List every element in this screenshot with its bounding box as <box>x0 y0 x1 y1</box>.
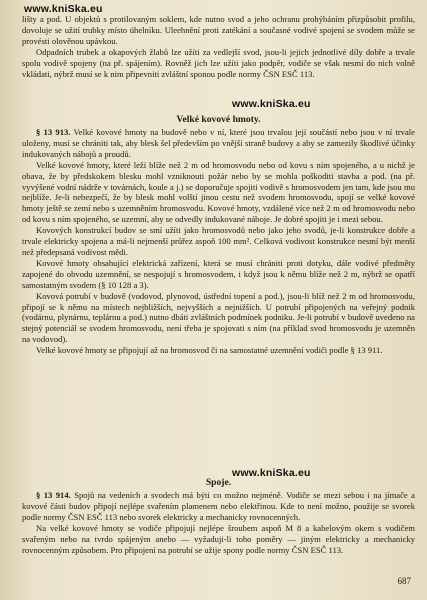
paragraph-text-block: Na velké kovové hmoty se vodiče připojují nejlépe šroubem aspoň M 8 a kabelovým okem s vodičem svařeným nebo na tvrdo spájeným anebo — vyžaduji-li toho poměry — jiným elektricky a mechanicky rovnocenným způsobem. Pro připojení na potrubí se užije spony podle normy ČSN ESČ 113. <box>22 522 415 555</box>
section-large-metal-masses <box>22 111 415 356</box>
paragraph-text-block: Kovových konstrukcí budov se smí užíti jako hromosvodů nebo jako jeho svodů, je-li konstrukce dobře a trvale elektricky spojena a má-li nejmenší průřez aspoň 100 mm². Celková vodivost konstrukce nesmí být menší než předepsaná vodivost mědi. <box>22 225 415 257</box>
intro-block <box>22 14 415 79</box>
paragraph-text: Spojů na vedeních a svodech má býti co možno nejméně. Vodiče se mezi sebou i na jímače a kovové části budov připojí nejlépe svařením plamenem nebo elektřinou. Kde to není možno, použije se svorek podle normy ČSN ESČ 113 nebo svorek elektricky a mechanicky rovnocenných. <box>22 490 415 522</box>
intro-paragraph-1: lišty a pod. U objektů s protilovaným soklem, kde nutno svod a jeho ochranu prohýbáním přizpůsobit profilu, dovoluje se užití trubky místo úhelníku. Uleehnění proti zatékání a současné vodivé spojení se svodem může se provésti olověnou upávkou. <box>22 14 415 46</box>
watermark-top: www.kniSka.eu <box>24 3 103 15</box>
section-joints <box>22 474 415 555</box>
watermark-middle-1: www.kniSka.eu <box>232 98 311 110</box>
section-heading-joints: Spoje. <box>205 477 232 488</box>
paragraph-text-block: Velké kovové hmoty se připojují až na hromosvod či na samostatné uzemnění vodiči podle § 13 911. <box>36 345 383 356</box>
paragraph-number: § 13 913. <box>36 127 71 137</box>
paragraph-13914 <box>22 490 415 523</box>
paragraph-text-block: Kovová potrubí v budově (vodovod, plynovod, ústřední topení a pod.), jsou-li blíž než 2 m od hromosvodu, připojí se k němu na místech nejbližších, nejvyšších a nejnižších. U potrubí připojených na veřejný podnik (vodárnu, plynárnu, teplárnu a pod.) nutno dbáti zvláštních podmínek podniku. Je-li potrubí v budově uvedeno na stejný potenciál se svodem hromosvodu, není třeba je spojovati s ním (na příklad svod hromosvodu je uzemněn na vodovod). <box>22 290 415 345</box>
paragraph-text-block: Kovové hmoty obsahující elektrická zařízení, která se musí chrániti proti dotyku, dále vodivé předměty zapojené do obvodu uzemnění, se nespojují s hromosvodem, i když jsou k němu blíže než 2 m, nýbrž se opatří samostatným svodem (§ 10 128 a 3). <box>22 257 415 290</box>
paragraph-13913 <box>22 127 415 160</box>
page-number: 687 <box>397 576 411 586</box>
intro-paragraph-2: Odpadních trubek a okapových žlabů lze užíti za vedlejší svod, jsou-li jejich jednotlivé díly dobře a trvale spolu vodivě spojeny (na př. spájením). Rovněž jich lze užíti jako podpěr, vodiče se však nesmí do nich volně vkládati, nýbrž musí se k nim připevniti zvláštní sponou podle normy ČSN ESČ 113. <box>22 46 415 79</box>
paragraph-number: § 13 914. <box>36 490 71 500</box>
paragraph-text: Velké kovové hmoty na budově nebo v ní, které jsou trvalou její součástí nebo jsou v ní trvale uloženy, musí se chrániti tak, aby blesk šel především po vnější straně budovy a aby se zamezily škodlivé účinky indukovaných nábojů a proudů. <box>22 127 415 159</box>
watermark-middle-2: www.kniSka.eu <box>232 467 311 479</box>
section-heading-large-metal-masses: Velké kovové hmoty. <box>176 114 261 125</box>
paragraph-text-block: Velké kovové hmoty, které leží blíže než 2 m od hromosvodu nebo od kovu s ním spojeného, a u nichž je obava, že by předskokem blesku mohl vzniknouti požár nebo by se mohla poškoditi stavba a pod. (na př. vyvýšené vodní nádrže v továrnách, koule a j.) se doporučuje spojiti vodivě s hromosvodem jen tam, kde jsou mu nejblíže. Je-li nebezpečí, že by blesk mohl volští jinou cestu než svodem hromosvodu, spojí se velké kovové hmoty ještě se zemí nebo s uzemněním hromosvodu. Kovové hmoty, vzdálené více než 2 m od hromosvodu nebo od kovu s ním spojeného, se uzemní, aby se odvedly indukované náboje. Je dobré spojiti je i mezi sebou. <box>22 159 415 225</box>
